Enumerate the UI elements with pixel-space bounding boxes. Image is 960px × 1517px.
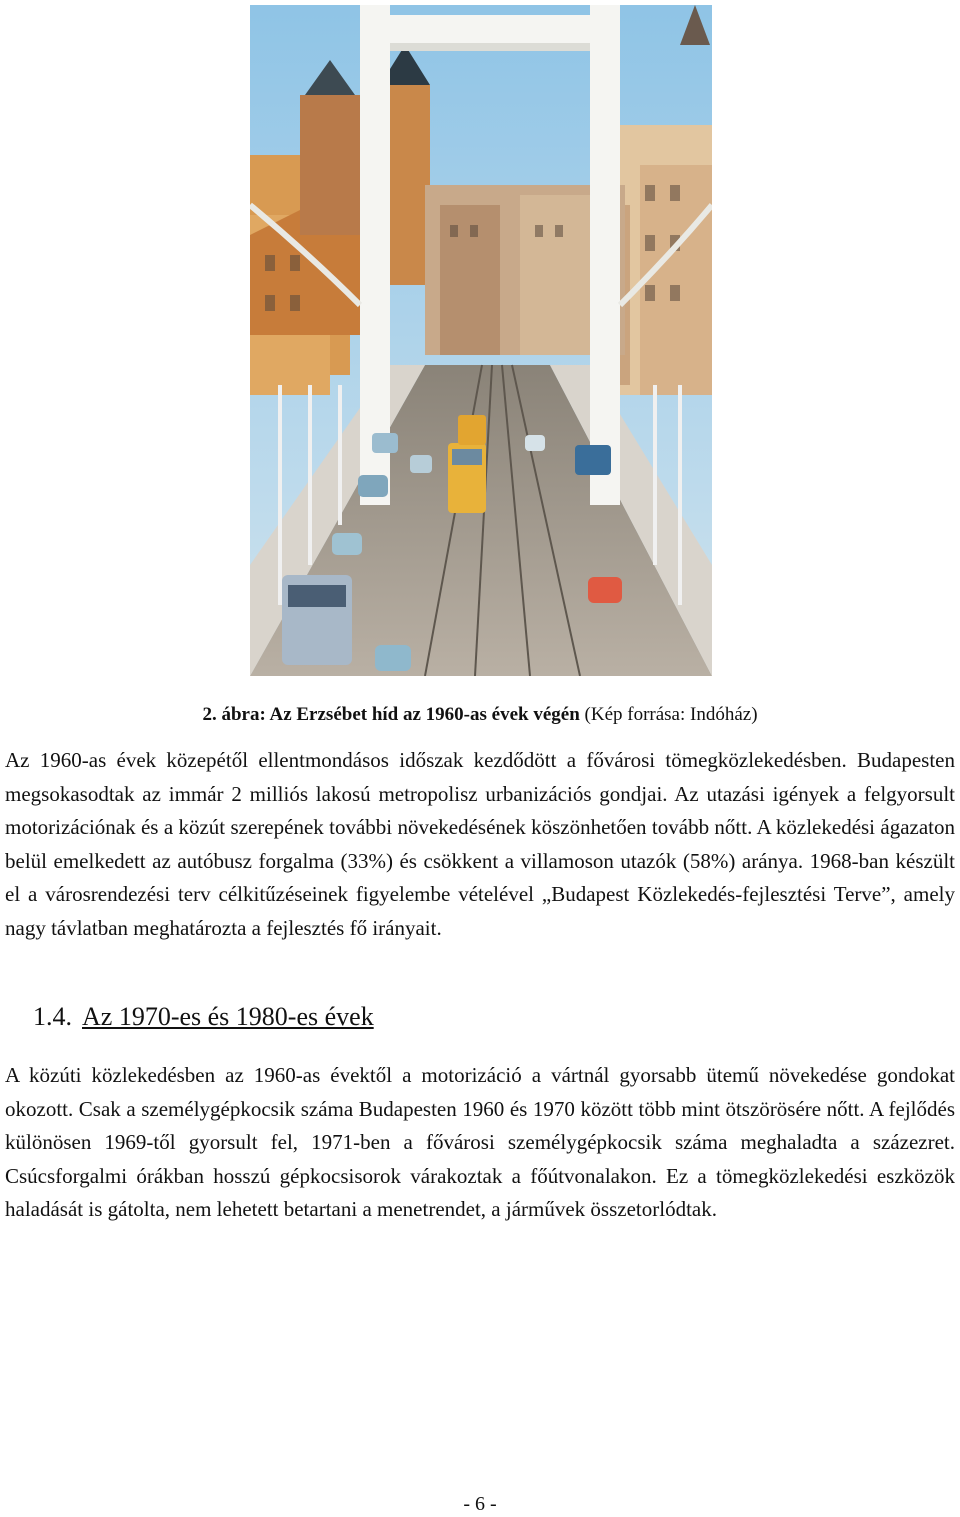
page-number: - 6 - — [463, 1493, 497, 1515]
caption-source: (Kép forrása: Indóház) — [579, 704, 758, 725]
paragraph-1960s: Az 1960-as évek közepétől ellentmondásos időszak kezdődött a fővárosi tömegközlekedésben. Budapesten megsokasodtak az immár 2 milliós lakosú metropolisz urbanizációs gondjai. Az utazási igények a felgyorsult motorizációnak és a közút szerepének további növekedésének köszönhetően tovább nőtt. A közlekedési ágazaton belül emelkedett az autóbusz forgalma (33%) és csökkent a villamoson utazók (58%) aránya. 1968-ban készült el a városrendezési terv célkitűzéseinek figyelembe vételével „Budapest Közlekedés-fejlesztési Terve”, amely nagy távlatban meghatározta a fejlesztés fő irányait. — [5, 748, 955, 940]
paragraph-1970s: A közúti közlekedésben az 1960-as évektől a motorizáció a vártnál gyorsabb ütemű növekedése gondokat okozott. Csak a személygépkocsik száma Budapesten 1960 és 1970 között több mint ötszörösére nőtt. A fejlődés különösen 1969-től gyorsult fel, 1971-ben a fővárosi személygépkocsik száma meghaladta a százezret. Csúcsforgalmi órákban hosszú gépkocsisorok várakoztak a főútvonalakon. Ez a tömegközlekedési eszközök haladását is gátolta, nem lehetett betartani a menetrendet, a járművek összetorlódtak. — [5, 1063, 955, 1221]
caption-bold: 2. ábra: Az Erzsébet híd az 1960-as évek végén — [202, 704, 580, 725]
section-heading — [33, 1002, 374, 1032]
bridge-photo — [250, 5, 712, 676]
section-title: Az 1970-es és 1980-es évek — [82, 1002, 374, 1031]
section-number: 1.4. — [33, 1002, 72, 1031]
figure-caption — [0, 704, 960, 726]
